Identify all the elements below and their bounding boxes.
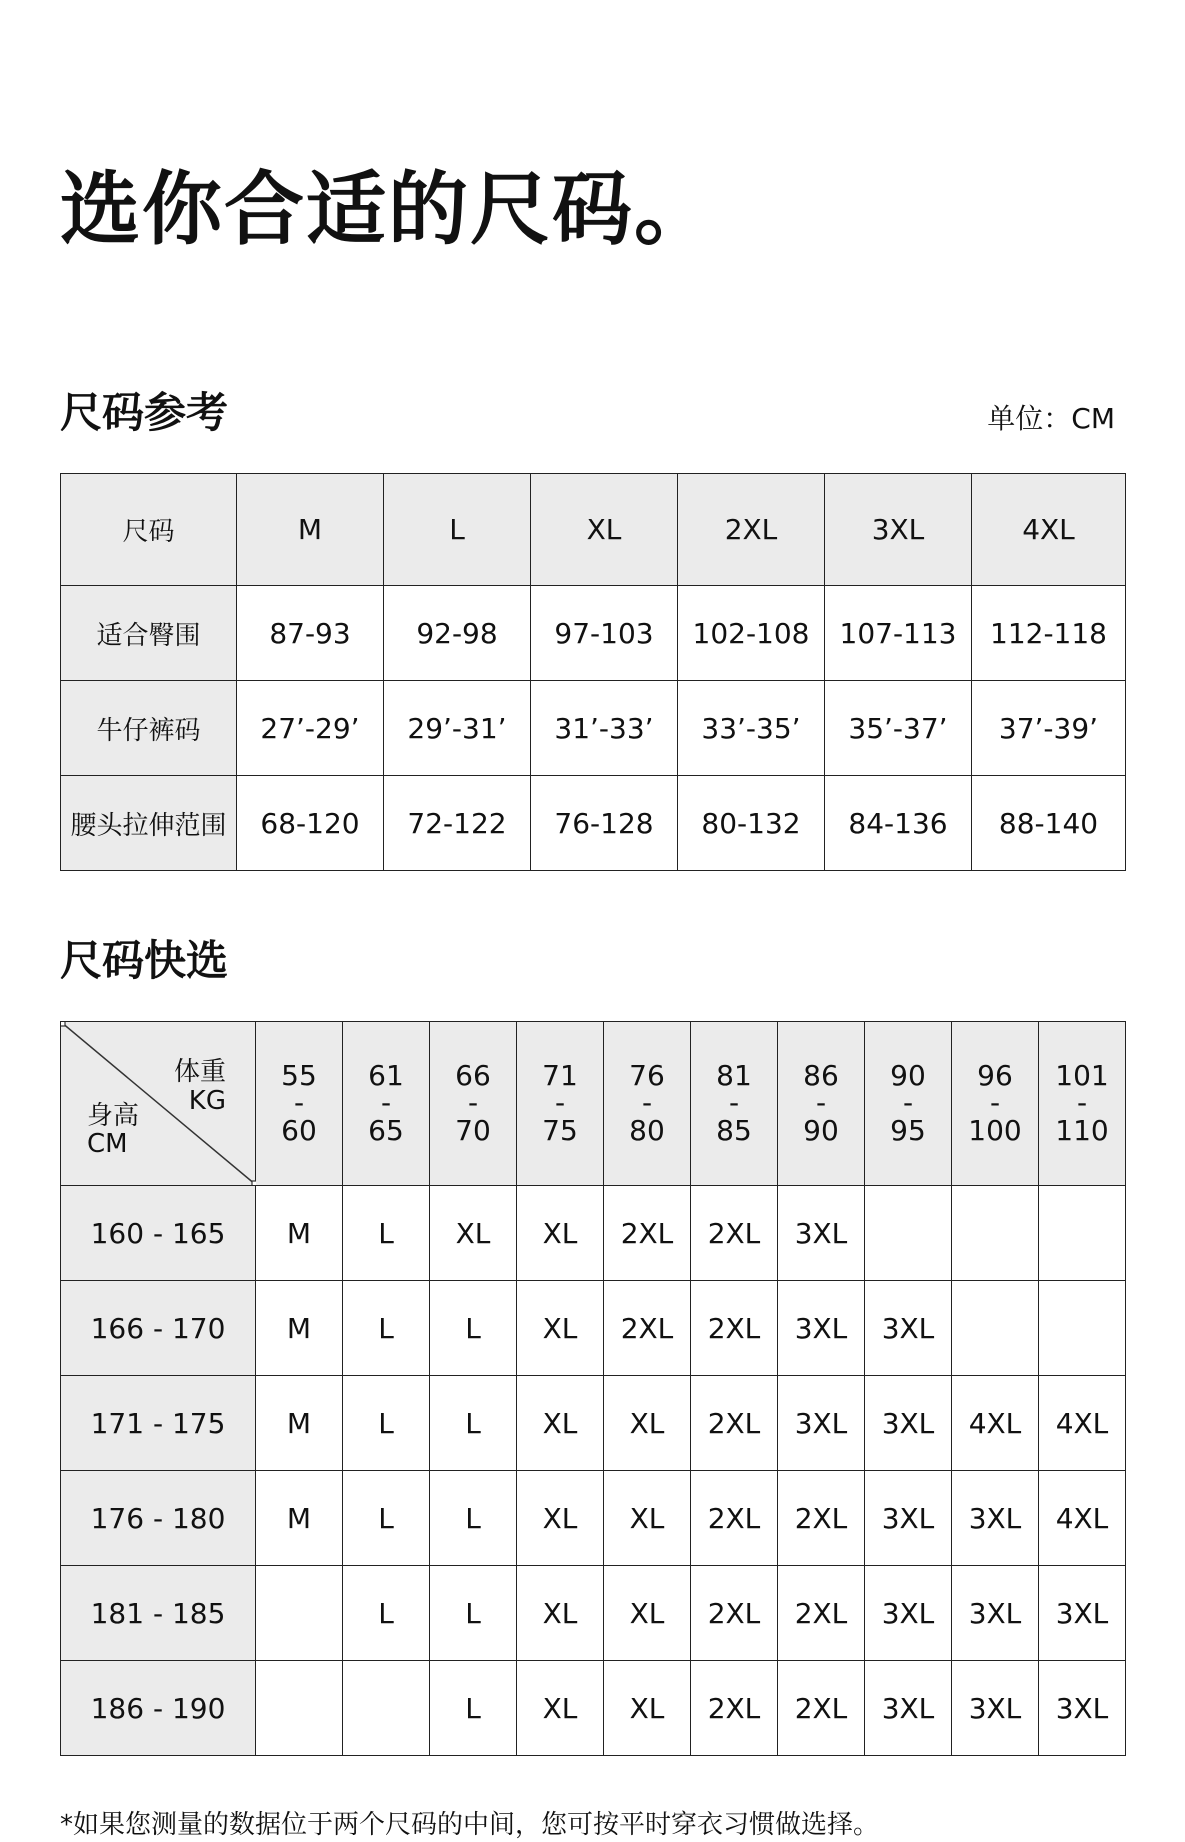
weight-min: 76 <box>629 1059 665 1093</box>
recommended-size-cell: 4XL <box>1039 1376 1126 1471</box>
measure-label-cell: 腰头拉伸范围 <box>61 776 237 871</box>
recommended-size-cell: 2XL <box>778 1471 865 1566</box>
reference-row <box>61 681 1126 776</box>
recommended-size-cell: XL <box>517 1566 604 1661</box>
measure-value-cell: 97-103 <box>531 586 678 681</box>
recommended-size-cell: 3XL <box>778 1281 865 1376</box>
height-range-cell: 181 - 185 <box>61 1566 256 1661</box>
weight-range-cell <box>343 1022 430 1186</box>
recommended-size-cell: 2XL <box>778 1661 865 1756</box>
height-range-cell: 160 - 165 <box>61 1186 256 1281</box>
size-reference-table <box>60 473 1126 871</box>
recommended-size-cell: 3XL <box>952 1566 1039 1661</box>
height-range-cell: 186 - 190 <box>61 1661 256 1756</box>
weight-unit: KG <box>188 1085 226 1116</box>
recommended-size-cell: L <box>430 1661 517 1756</box>
recommended-size-cell: XL <box>517 1661 604 1756</box>
weight-dash: - <box>1076 1086 1088 1120</box>
recommended-size-cell: XL <box>604 1471 691 1566</box>
height-row <box>61 1566 1126 1661</box>
recommended-size-cell: 2XL <box>691 1471 778 1566</box>
weight-min: 61 <box>368 1059 404 1093</box>
recommended-size-cell: 3XL <box>778 1376 865 1471</box>
height-row <box>61 1661 1126 1756</box>
measure-value-cell: 68-120 <box>237 776 384 871</box>
recommended-size-cell: 2XL <box>691 1661 778 1756</box>
recommended-size-cell <box>1039 1186 1126 1281</box>
weight-min: 96 <box>977 1059 1013 1093</box>
measure-value-cell: 31’-33’ <box>531 681 678 776</box>
size-header-cell: 3XL <box>825 474 972 586</box>
recommended-size-cell: L <box>343 1376 430 1471</box>
recommended-size-cell: 3XL <box>1039 1661 1126 1756</box>
measure-value-cell: 37’-39’ <box>972 681 1126 776</box>
height-range-cell: 171 - 175 <box>61 1376 256 1471</box>
height-row <box>61 1186 1126 1281</box>
measure-value-cell: 35’-37’ <box>825 681 972 776</box>
weight-max: 95 <box>890 1113 926 1147</box>
recommended-size-cell <box>865 1186 952 1281</box>
recommended-size-cell: L <box>343 1471 430 1566</box>
size-label-cell: 尺码 <box>61 474 237 586</box>
weight-range-cell <box>865 1022 952 1186</box>
recommended-size-cell: XL <box>604 1661 691 1756</box>
recommended-size-cell: XL <box>604 1566 691 1661</box>
weight-max: 110 <box>1055 1113 1109 1147</box>
recommended-size-cell: 2XL <box>691 1186 778 1281</box>
weight-dash: - <box>380 1086 392 1120</box>
recommended-size-cell: 2XL <box>604 1186 691 1281</box>
size-header-cell: 4XL <box>972 474 1126 586</box>
recommended-size-cell: XL <box>604 1376 691 1471</box>
height-row <box>61 1376 1126 1471</box>
height-range-cell: 176 - 180 <box>61 1471 256 1566</box>
recommended-size-cell: 2XL <box>691 1376 778 1471</box>
recommended-size-cell: 2XL <box>691 1566 778 1661</box>
recommended-size-cell: 2XL <box>778 1566 865 1661</box>
size-header-cell: M <box>237 474 384 586</box>
weight-min: 86 <box>803 1059 839 1093</box>
recommended-size-cell: 4XL <box>1039 1471 1126 1566</box>
reference-header-row <box>61 474 1126 586</box>
weight-range-cell <box>952 1022 1039 1186</box>
weight-max: 85 <box>716 1113 752 1147</box>
recommended-size-cell <box>256 1566 343 1661</box>
weight-min: 55 <box>281 1059 317 1093</box>
weight-min: 101 <box>1055 1059 1109 1093</box>
weight-min: 81 <box>716 1059 752 1093</box>
height-label: 身高 <box>87 1100 140 1131</box>
weight-max: 70 <box>455 1113 491 1147</box>
recommended-size-cell <box>343 1661 430 1756</box>
diagonal-header-cell <box>61 1022 256 1186</box>
weight-max: 100 <box>968 1113 1022 1147</box>
weight-dash: - <box>902 1086 914 1120</box>
height-unit: CM <box>87 1129 128 1160</box>
reference-row <box>61 776 1126 871</box>
height-range-cell: 166 - 170 <box>61 1281 256 1376</box>
recommended-size-cell: XL <box>517 1376 604 1471</box>
measure-value-cell: 27’-29’ <box>237 681 384 776</box>
recommended-size-cell <box>1039 1281 1126 1376</box>
height-row <box>61 1471 1126 1566</box>
weight-dash: - <box>554 1086 566 1120</box>
recommended-size-cell: 2XL <box>691 1281 778 1376</box>
size-header-cell: 2XL <box>678 474 825 586</box>
recommended-size-cell: M <box>256 1186 343 1281</box>
recommended-size-cell: L <box>430 1471 517 1566</box>
recommended-size-cell: 3XL <box>778 1186 865 1281</box>
weight-dash: - <box>293 1086 305 1120</box>
weight-range-cell <box>604 1022 691 1186</box>
recommended-size-cell: M <box>256 1281 343 1376</box>
recommended-size-cell: L <box>430 1566 517 1661</box>
recommended-size-cell: L <box>430 1376 517 1471</box>
weight-range-cell <box>691 1022 778 1186</box>
recommended-size-cell: M <box>256 1376 343 1471</box>
measure-value-cell: 102-108 <box>678 586 825 681</box>
measure-value-cell: 33’-35’ <box>678 681 825 776</box>
weight-range-cell <box>778 1022 865 1186</box>
weight-range-cell <box>256 1022 343 1186</box>
measure-value-cell: 84-136 <box>825 776 972 871</box>
recommended-size-cell: 2XL <box>604 1281 691 1376</box>
recommended-size-cell: M <box>256 1471 343 1566</box>
measure-value-cell: 72-122 <box>384 776 531 871</box>
footnote: *如果您测量的数据位于两个尺码的中间，您可按平时穿衣习惯做选择。 <box>60 1810 880 1840</box>
weight-dash: - <box>989 1086 1001 1120</box>
weight-max: 65 <box>368 1113 404 1147</box>
measure-value-cell: 112-118 <box>972 586 1126 681</box>
weight-max: 80 <box>629 1113 665 1147</box>
recommended-size-cell: L <box>343 1281 430 1376</box>
weight-min: 71 <box>542 1059 578 1093</box>
measure-value-cell: 87-93 <box>237 586 384 681</box>
size-header-cell: L <box>384 474 531 586</box>
weight-max: 75 <box>542 1113 578 1147</box>
weight-label: 体重 <box>173 1057 226 1087</box>
measure-value-cell: 92-98 <box>384 586 531 681</box>
quick-size-table <box>60 1021 1126 1756</box>
recommended-size-cell: L <box>430 1281 517 1376</box>
weight-range-cell <box>517 1022 604 1186</box>
page-title: 选你合适的尺码。 <box>60 163 716 256</box>
reference-row <box>61 586 1126 681</box>
measure-value-cell: 29’-31’ <box>384 681 531 776</box>
recommended-size-cell: XL <box>517 1471 604 1566</box>
recommended-size-cell: XL <box>430 1186 517 1281</box>
measure-value-cell: 80-132 <box>678 776 825 871</box>
recommended-size-cell: 3XL <box>865 1376 952 1471</box>
weight-range-cell <box>430 1022 517 1186</box>
recommended-size-cell <box>952 1186 1039 1281</box>
weight-dash: - <box>467 1086 479 1120</box>
recommended-size-cell: 3XL <box>865 1471 952 1566</box>
weight-dash: - <box>728 1086 740 1120</box>
height-row <box>61 1281 1126 1376</box>
size-header-cell: XL <box>531 474 678 586</box>
weight-max: 60 <box>281 1113 317 1147</box>
recommended-size-cell: 3XL <box>952 1471 1039 1566</box>
recommended-size-cell: 3XL <box>865 1281 952 1376</box>
weight-header-row <box>61 1022 1126 1186</box>
measure-value-cell: 88-140 <box>972 776 1126 871</box>
size-reference-heading: 尺码参考 <box>60 388 229 437</box>
weight-range-cell <box>1039 1022 1126 1186</box>
weight-min: 66 <box>455 1059 491 1093</box>
weight-dash: - <box>815 1086 827 1120</box>
unit-label: 单位：CM <box>987 402 1115 435</box>
recommended-size-cell: 3XL <box>865 1566 952 1661</box>
measure-value-cell: 76-128 <box>531 776 678 871</box>
recommended-size-cell: L <box>343 1186 430 1281</box>
recommended-size-cell: 3XL <box>952 1661 1039 1756</box>
recommended-size-cell: L <box>343 1566 430 1661</box>
weight-max: 90 <box>803 1113 839 1147</box>
quick-size-heading: 尺码快选 <box>60 936 229 985</box>
recommended-size-cell <box>256 1661 343 1756</box>
weight-min: 90 <box>890 1059 926 1093</box>
recommended-size-cell: 3XL <box>865 1661 952 1756</box>
recommended-size-cell: 3XL <box>1039 1566 1126 1661</box>
recommended-size-cell <box>952 1281 1039 1376</box>
measure-label-cell: 适合臀围 <box>61 586 237 681</box>
weight-dash: - <box>641 1086 653 1120</box>
recommended-size-cell: XL <box>517 1281 604 1376</box>
measure-value-cell: 107-113 <box>825 586 972 681</box>
recommended-size-cell: XL <box>517 1186 604 1281</box>
recommended-size-cell: 4XL <box>952 1376 1039 1471</box>
measure-label-cell: 牛仔裤码 <box>61 681 237 776</box>
